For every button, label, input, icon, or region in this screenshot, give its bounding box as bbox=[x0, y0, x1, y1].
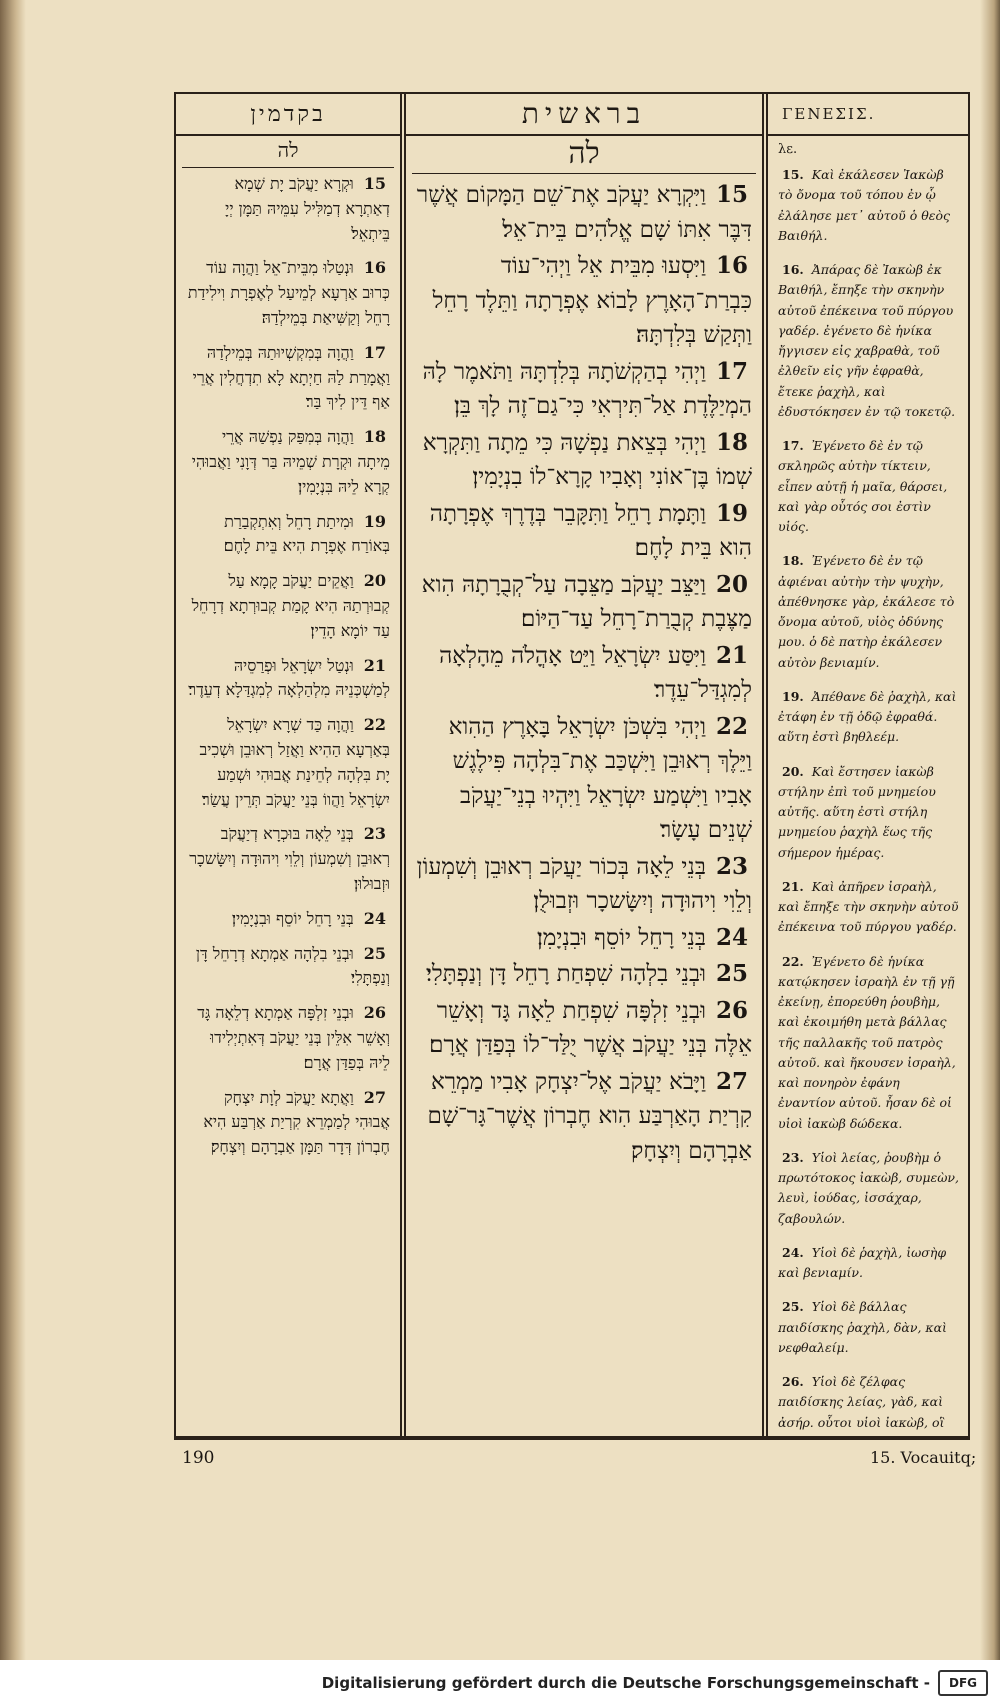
targum-verse-number: 25 bbox=[363, 943, 386, 963]
hebrew-verse-text: וּבְנֵי בִלְהָה שִׁפְחַת רָחֵל דָּן וְנַפְתָּלִי׃ bbox=[425, 961, 706, 987]
greek-verse-number: 17. bbox=[782, 438, 804, 453]
greek-verse bbox=[778, 687, 960, 748]
targum-verse bbox=[186, 822, 390, 896]
targum-verse bbox=[186, 341, 390, 415]
greek-text bbox=[768, 161, 970, 1436]
greek-verse-text: Καὶ ἔστησεν ἰακὼβ στήλην ἐπὶ τοῦ μνημείου αὐτῆς. αὕτη ἐστὶ στήλη μνημείου ῥαχὴλ ἕως τῆς σήμερον ἡμέρας. bbox=[778, 763, 936, 860]
hebrew-verse bbox=[416, 355, 752, 424]
greek-verse-text: Καὶ ἀπῆρεν ἰσραὴλ, καὶ ἔπηξε τὴν σκηνὴν αὐτοῦ ἐπέκεινα τοῦ πύργου γαδέρ. bbox=[778, 878, 959, 935]
targum-verse-number: 20 bbox=[363, 571, 386, 591]
hebrew-verse-text: וַיִּסַּע יִשְׂרָאֵל וַיֵּט אָהֳלֹה מֵהָלְאָה לְמִגְדַּל־עֵדֶר׃ bbox=[439, 642, 752, 703]
targum-verse-text: וּבְנֵי בִלְהָה אַמְתָא דְרָחֵל דָּן וְנַפְתָּלִי׃ bbox=[195, 943, 390, 988]
greek-verse bbox=[778, 877, 960, 938]
hebrew-verse-number: 24 bbox=[715, 923, 748, 951]
targum-verse bbox=[186, 510, 390, 560]
targum-verse-number: 21 bbox=[363, 655, 386, 675]
targum-text bbox=[176, 168, 400, 1160]
targum-column bbox=[176, 94, 402, 1436]
hebrew-verse bbox=[416, 639, 752, 708]
greek-verse bbox=[778, 1372, 960, 1436]
hebrew-chapter-number: לה bbox=[412, 136, 756, 174]
targum-verse-text: וַהֲוָה כַּד שְׁרָא יִשְׂרָאֵל בְּאַרְעָא הַהִיא וַאֲזַל רְאוּבֵן וּשְׁכִיב יָת בִּלְהָה לְחֵינַת אֲבוּהִי וּשְׁמַע יִשְׂרָאֵל וַהֲווֹ בְּנֵי יַעֲקֹב תְּרֵין עֲשַׂר׃ bbox=[199, 715, 390, 809]
targum-verse bbox=[186, 256, 390, 330]
targum-verse bbox=[186, 713, 390, 812]
targum-verse-text: וּמִיתַת רָחֵל וְאִתְקְבַרַת בְּאוֹרַח אֶפְרָת הִיא בֵּית לָחֶם׃ bbox=[223, 511, 390, 556]
greek-verse-number: 21. bbox=[782, 878, 804, 894]
greek-verse bbox=[778, 1243, 960, 1284]
targum-verse-text: וַאֲקֵים יַעֲקֹב קָמָא עַל קְבוּרְתַהּ הִיא קָמַת קְבוּרְתָא דְרָחֵל עַד יוֹמָא הָדֵין׃ bbox=[191, 571, 390, 640]
book-spine bbox=[0, 0, 26, 1660]
greek-verse-number: 24. bbox=[782, 1244, 804, 1260]
hebrew-verse bbox=[416, 497, 752, 566]
hebrew-verse bbox=[416, 921, 752, 956]
hebrew-verse-number: 25 bbox=[715, 960, 748, 987]
greek-verse-text: Ἐγένετο δὲ ἡνίκα κατῴκησεν ἰσραὴλ ἐν τῇ γῇ ἐκείνῃ, ἐπορεύθη ῥουβὴμ, καὶ ἐκοιμήθη μετὰ βάλλας τῆς παλλακῆς τοῦ πατρὸς αὐτοῦ. καὶ ἤκουσεν ἰσραὴλ, καὶ πονηρὸν ἐφάνη ἐναντίον αὐτοῦ. ἦσαν δὲ οἱ υἱοὶ ἰακὼβ δώδεκα. bbox=[778, 953, 956, 1131]
targum-verse-text: בְּנֵי רָחֵל יוֹסֵף וּבִנְיָמִין׃ bbox=[231, 908, 354, 928]
greek-verse-text: Υἱοὶ δὲ ζέλφας παιδίσκης λείας, γὰδ, καὶ ἀσήρ. οὗτοι υἱοὶ ἰακὼβ, οἳ bbox=[778, 1374, 945, 1430]
targum-verse bbox=[186, 1086, 390, 1160]
dfg-logo: DFG bbox=[938, 1670, 988, 1696]
targum-verse-number: 26 bbox=[363, 1003, 386, 1023]
hebrew-verse bbox=[416, 994, 752, 1063]
greek-verse-text: Υἱοὶ λείας, ῥουβὴμ ὁ πρωτότοκος ἰακὼβ, συμεὼν, λευὶ, ἰούδας, ἰσσάχαρ, ζαβουλών. bbox=[778, 1149, 959, 1226]
targum-verse-text: וּנְטַלוּ מִבֵּית־אֵל וַהֲוָה עוֹד כְּרוּב אַרְעָא לְמֵיעַל לְאֶפְרָת וִילִידַת רָחֵל וְקַשִּׁיאַת בְּמֵילְדַהּ׃ bbox=[187, 258, 390, 327]
hebrew-verse bbox=[416, 850, 752, 919]
targum-verse bbox=[186, 1001, 390, 1075]
greek-verse bbox=[778, 260, 960, 422]
hebrew-verse-number: 18 bbox=[715, 428, 748, 456]
hebrew-verse-text: וּבְנֵי זִלְפָּה שִׁפְחַת לֵאָה גָּד וְאָשֵׁר אֵלֶּה בְּנֵי יַעֲקֹב אֲשֶׁר יֻלַּד־לוֹ בְּפַדַּן אֲרָם׃ bbox=[429, 997, 752, 1058]
hebrew-verse-number: 21 bbox=[715, 641, 748, 669]
hebrew-column bbox=[404, 94, 764, 1436]
targum-verse-text: וַהֲוָה בְּמִפַּק נַפְשַׁהּ אֲרֵי מֵיתָה וּקְרָת שְׁמֵיהּ בַּר דְּוָנִי וַאֲבוּהִי קְרָא לֵיהּ בִּנְיָמִין׃ bbox=[191, 427, 390, 496]
hebrew-verse-text: בְּנֵי רָחֵל יוֹסֵף וּבִנְיָמִן׃ bbox=[536, 924, 706, 951]
greek-verse-text: Υἱοὶ δὲ ῥαχὴλ, ἰωσὴφ καὶ βενιαμίν. bbox=[778, 1244, 947, 1280]
hebrew-verse bbox=[416, 1065, 752, 1169]
greek-verse-number: 19. bbox=[782, 688, 804, 704]
hebrew-verse-number: 19 bbox=[715, 499, 748, 527]
hebrew-verse-number: 26 bbox=[715, 996, 748, 1024]
hebrew-verse-number: 15 bbox=[715, 181, 748, 208]
hebrew-verse-text: וַתָּמָת רָחֵל וַתִּקָּבֵר בְּדֶרֶךְ אֶפְרָתָה הִוא בֵּית לָחֶם׃ bbox=[429, 500, 752, 561]
hebrew-verse bbox=[416, 426, 752, 495]
hebrew-verse-text: בְּנֵי לֵאָה בְּכוֹר יַעֲקֹב רְאוּבֵן וְשִׁמְעוֹן וְלֵוִי וִיהוּדָה וְיִשָּׂשכָר וּזְבוּלֻן׃ bbox=[416, 853, 752, 914]
targum-verse-number: 19 bbox=[363, 511, 386, 531]
hebrew-verse-text: וַיָּבֹא יַעֲקֹב אֶל־יִצְחָק אָבִיו מַמְרֵא קִרְיַת הָאַרְבַּע הִוא חֶבְרוֹן אֲשֶׁר־גָּר־שָׁם אַבְרָהָם וְיִצְחָק׃ bbox=[427, 1068, 752, 1164]
greek-verse-number: 20. bbox=[782, 763, 804, 779]
targum-header: בקדמין bbox=[176, 94, 400, 136]
targum-verse-number: 23 bbox=[363, 824, 386, 844]
targum-verse bbox=[186, 172, 390, 246]
hebrew-text bbox=[406, 174, 762, 1168]
greek-column bbox=[766, 94, 970, 1436]
greek-verse-number: 23. bbox=[782, 1149, 804, 1165]
greek-verse bbox=[778, 436, 960, 537]
greek-verse-number: 15. bbox=[782, 167, 804, 182]
greek-chapter-number: λε. bbox=[778, 142, 798, 157]
hebrew-verse-text: וַיְהִי בְּצֵאת נַפְשָׁהּ כִּי מֵתָה וַתִּקְרָא שְׁמוֹ בֶּן־אוֹנִי וְאָבִיו קָרָא־לוֹ בִנְיָמִין׃ bbox=[422, 429, 752, 490]
greek-verse bbox=[778, 762, 960, 863]
greek-verse-text: Ἐγένετο δὲ ἐν τῷ σκληρῶς αὐτὴν τίκτειν, εἶπεν αὐτῇ ἡ μαῖα, θάρσει, καὶ γὰρ οὗτός σοι ἐστὶν υἱός. bbox=[778, 438, 948, 534]
targum-verse-number: 18 bbox=[363, 427, 386, 447]
greek-verse-text: Υἱοὶ δὲ βάλλας παιδίσκης ῥαχὴλ, δὰν, καὶ νεφθαλείμ. bbox=[778, 1299, 947, 1355]
hebrew-verse-number: 20 bbox=[715, 570, 748, 598]
hebrew-verse bbox=[416, 249, 752, 353]
page-edge bbox=[980, 0, 1000, 1660]
hebrew-verse-text: וַיַּצֵּב יַעֲקֹב מַצֵּבָה עַל־קְבֻרָתָהּ הִוא מַצֶּבֶת קְבֻרַת־רָחֵל עַד־הַיּוֹם׃ bbox=[421, 571, 752, 632]
targum-verse-number: 22 bbox=[363, 715, 386, 735]
targum-verse-number: 16 bbox=[363, 258, 386, 278]
greek-verse bbox=[778, 551, 960, 673]
footer-rule bbox=[174, 1438, 970, 1440]
catchword: 15. Vocauitq; bbox=[870, 1448, 977, 1467]
greek-verse-text: Ἀπέθανε δὲ ῥαχὴλ, καὶ ἐτάφη ἐν τῇ ὁδῷ ἐφραθά. αὕτη ἐστὶ βηθλεέμ. bbox=[778, 688, 957, 745]
greek-verse bbox=[778, 1297, 960, 1358]
targum-verse-text: וּבְנֵי זִלְפָּה אַמְתָא דְלֵאָה גָּד וְאָשֵׁר אִלֵּין בְּנֵי יַעֲקֹב דְּאִתְיְלִידוּ לֵיהּ בְּפַדַּן אֲרָם׃ bbox=[197, 1003, 390, 1072]
hebrew-verse-number: 23 bbox=[715, 852, 748, 880]
targum-verse-text: וּקְרָא יַעֲקֹב יָת שְׁמָא דְאַתְרָא דְמַלִּיל עִמֵּיהּ תַּמָּן יְיָ בֵּיתְאֵל׃ bbox=[225, 174, 390, 243]
targum-verse-number: 15 bbox=[363, 174, 386, 193]
greek-verse-number: 18. bbox=[782, 553, 804, 569]
targum-verse-text: וַהֲוָה בְּמִקְשְׁיוּתַהּ בְּמֵילְדַהּ וַאֲמָרַת לַהּ חַיְתָא לָא תִדְחֲלִין אֲרֵי אַף דֵּין לִיךְ בַּר׃ bbox=[192, 342, 390, 412]
greek-verse-number: 25. bbox=[782, 1299, 804, 1315]
hebrew-verse-number: 17 bbox=[715, 357, 748, 385]
text-frame bbox=[174, 92, 970, 1438]
hebrew-verse-number: 16 bbox=[715, 252, 748, 279]
targum-verse-text: בְּנֵי לֵאָה בּוּכְרָא דְיַעֲקֹב רְאוּבֵן וְשִׁמְעוֹן וְלֵוִי וִיהוּדָה וְיִשָּׂשכָר וּזְבוּלוּן׃ bbox=[189, 824, 390, 893]
hebrew-verse-number: 22 bbox=[715, 712, 748, 740]
digitization-banner bbox=[0, 1660, 1000, 1705]
hebrew-header: בראשית bbox=[406, 94, 762, 136]
targum-verse-text: וַאֲתָא יַעֲקֹב לְוָת יִצְחָק אֲבוּהִי לְמַמְרֵא קִרְיַת אַרְבַּע הִיא חֶבְרוֹן דְּדָר תַּמָּן אַבְרָהָם וְיִצְחָק׃ bbox=[203, 1087, 390, 1157]
greek-header: ΓΕΝΕΣΙΣ. bbox=[768, 94, 970, 136]
targum-verse bbox=[186, 425, 390, 499]
greek-verse bbox=[778, 1148, 960, 1229]
targum-chapter-number: לה bbox=[182, 136, 394, 168]
targum-verse-number: 17 bbox=[363, 342, 386, 362]
greek-verse-number: 26. bbox=[782, 1374, 804, 1389]
hebrew-verse-text: וַיִּקְרָא יַעֲקֹב אֶת־שֵׁם הַמָּקוֹם אֲשֶׁר דִּבֶּר אִתּוֹ שָׁם אֱלֹהִים בֵּית־אֵל׃ bbox=[416, 182, 752, 243]
hebrew-verse bbox=[416, 710, 752, 848]
targum-verse bbox=[186, 942, 390, 992]
greek-verse-text: Ἀπάρας δὲ Ἰακὼβ ἐκ Βαιθήλ, ἔπηξε τὴν σκηνὴν αὐτοῦ ἐπέκεινα τοῦ πύργου γαδέρ. ἐγένετο δὲ ἡνίκα ἤγγισεν εἰς χαβραθὰ, τοῦ ἐλθεῖν εἰς γῆν ἐφραθὰ, ἔτεκε ῥαχὴλ, καὶ ἐδυστόκησεν ἐν τῷ τοκετῷ. bbox=[778, 262, 956, 419]
hebrew-verse-text: וַיִּסְעוּ מִבֵּית אֵל וַיְהִי־עוֹד כִּבְרַת־הָאָרֶץ לָבוֹא אֶפְרָתָה וַתֵּלֶד רָחֵל וַתְּקַשׁ בְּלִדְתָּהּ׃ bbox=[432, 253, 752, 348]
hebrew-verse bbox=[416, 178, 752, 247]
hebrew-verse-text: וַיְהִי בִּשְׁכֹּן יִשְׂרָאֵל בָּאָרֶץ הַהִוא וַיֵּלֶךְ רְאוּבֵן וַיִּשְׁכַּב אֶת־בִּלְהָה פִּילֶגֶשׁ אָבִיו וַיִּשְׁמַע יִשְׂרָאֵל וַיִּהְיוּ בְנֵי־יַעֲקֹב שְׁנֵים עָשָׂר׃ bbox=[448, 713, 752, 843]
hebrew-verse bbox=[416, 568, 752, 637]
greek-verse bbox=[778, 165, 960, 246]
hebrew-verse-text: וַיְהִי בְהַקְשֹׁתָהּ בְּלִדְתָּהּ וַתֹּאמֶר לָהּ הַמְיַלֶּדֶת אַל־תִּירְאִי כִּי־גַם־זֶה לָךְ בֵּן׃ bbox=[422, 358, 752, 419]
targum-verse bbox=[186, 654, 390, 704]
greek-verse bbox=[778, 952, 960, 1134]
targum-verse-text: וּנְטַל יִשְׂרָאֵל וּפְרַסֵיהּ לְמַשְׁכְּנֵיהּ מִלְהַלְאָה לְמִגְדַּלָא דְעֵדֶר׃ bbox=[188, 655, 390, 700]
targum-verse-number: 27 bbox=[363, 1087, 386, 1107]
banner-text: Digitalisierung gefördert durch die Deutsche Forschungsgemeinschaft - bbox=[321, 1673, 930, 1692]
hebrew-verse bbox=[416, 957, 752, 992]
greek-verse-number: 16. bbox=[782, 262, 804, 277]
targum-verse bbox=[186, 907, 390, 932]
greek-verse-number: 22. bbox=[782, 953, 804, 969]
targum-verse bbox=[186, 569, 390, 643]
greek-verse-text: Καὶ ἐκάλεσεν Ἰακὼβ τὸ ὄνομα τοῦ τόπου ἐν ᾧ ἐλάλησε μετ᾽ αὐτοῦ ὁ θεὸς Βαιθήλ. bbox=[778, 167, 950, 243]
targum-verse-number: 24 bbox=[363, 908, 386, 928]
hebrew-verse-number: 27 bbox=[715, 1067, 748, 1095]
page-number: 190 bbox=[182, 1448, 215, 1468]
greek-verse-text: Ἐγένετο δὲ ἐν τῷ ἀφιέναι αὐτὴν τὴν ψυχὴν, ἀπέθνησκε γὰρ, ἐκάλεσε τὸ ὄνομα αὐτοῦ, υἱὸς ὀδύνης μου. ὁ δὲ πατὴρ ἐκάλεσεν αὐτὸν βενιαμίν. bbox=[778, 553, 955, 670]
